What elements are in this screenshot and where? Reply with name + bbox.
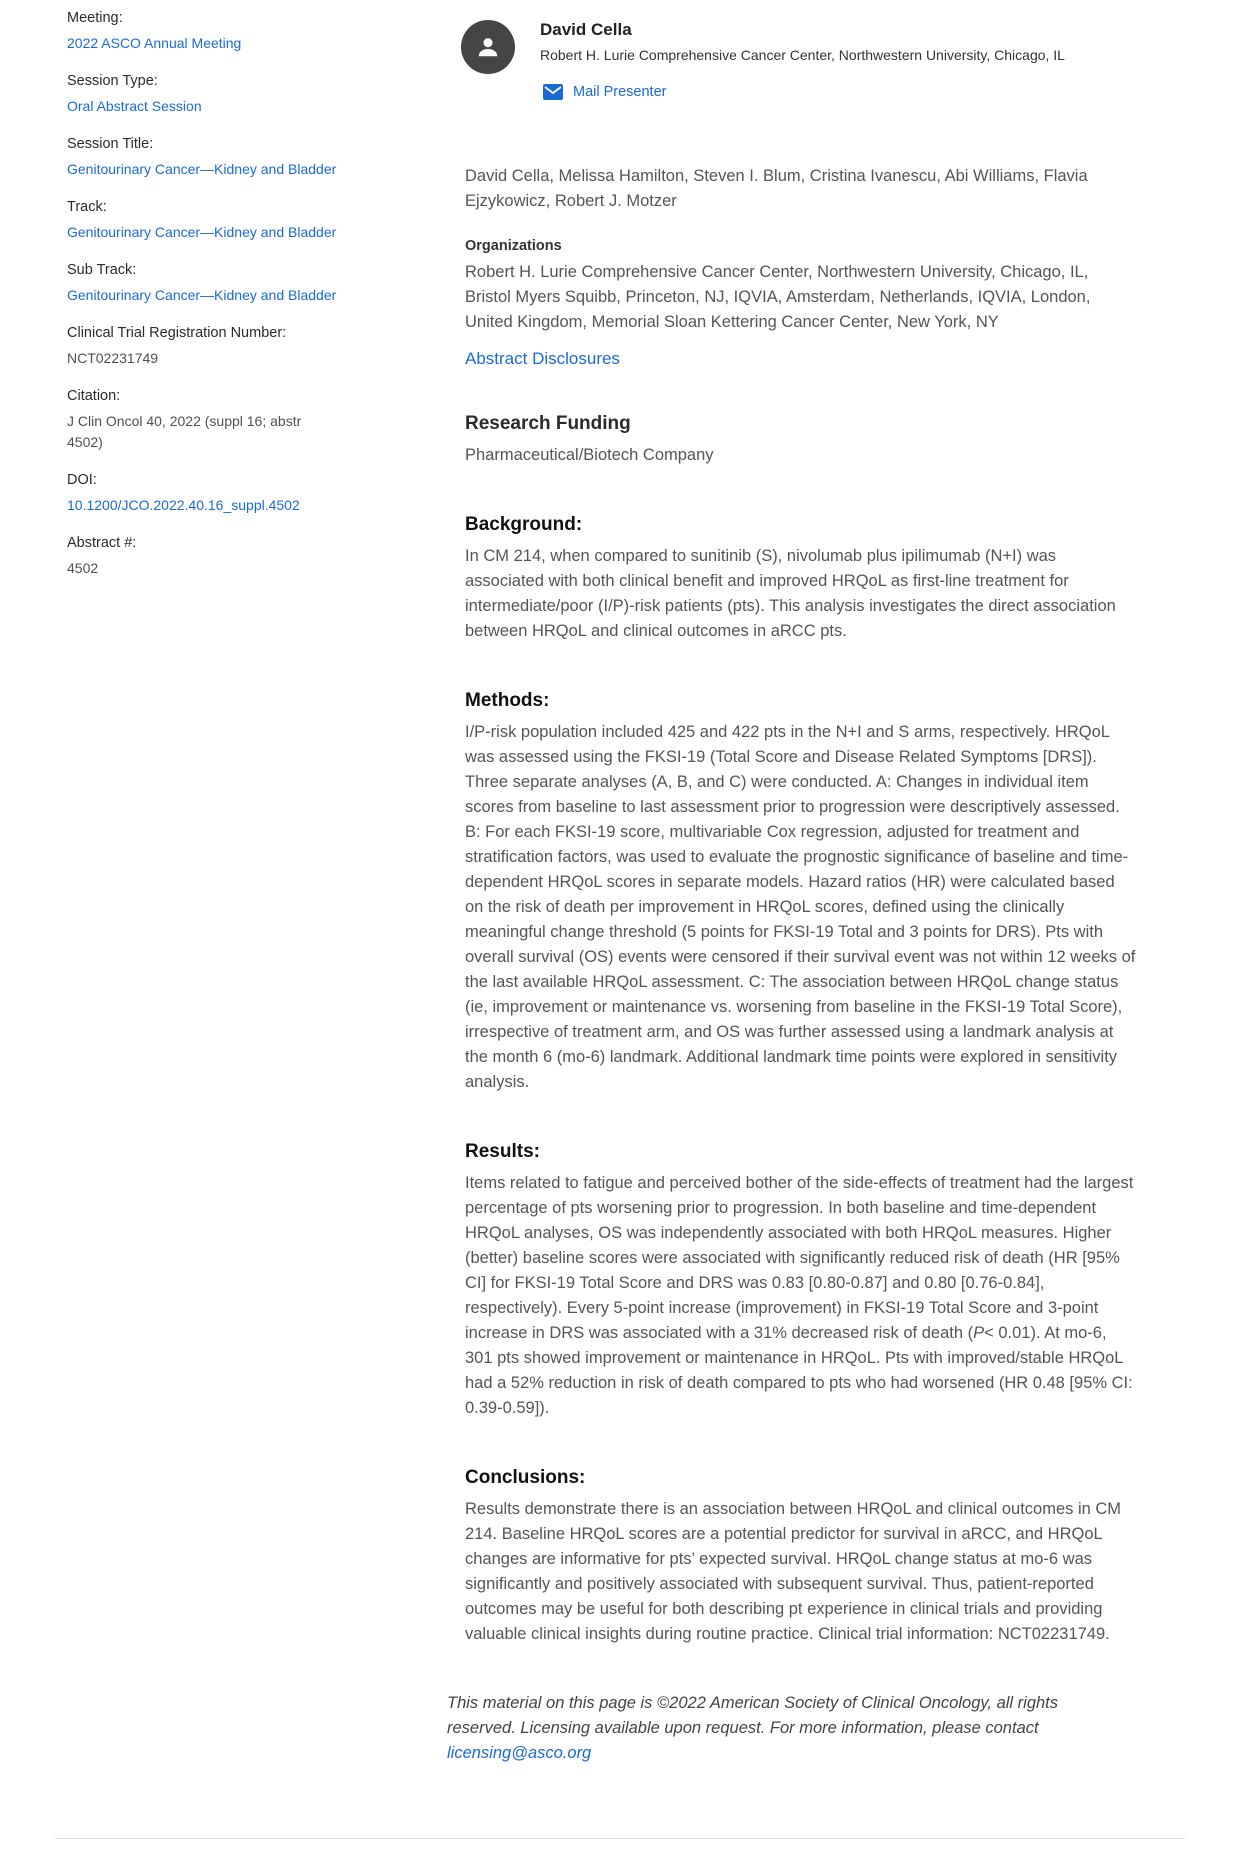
- background-heading: Background:: [465, 514, 583, 535]
- abstract-number-value: 4502: [67, 560, 99, 576]
- results-section: [465, 1141, 1137, 1421]
- results-text-part-1: Items related to fatigue and perceived bother of the side-effects of treatment had the largest percentage of pts worsening prior to progression. In both baseline and time-dependent HRQoL analyses, OS was independently associated with both HRQoL measures. Higher (better) baseline scores were associated with significantly reduced risk of death (HR [95% CI] for FKSI-19 Total Score and DRS was 0.83 [0.80-0.87] and 0.80 [0.76-0.84], respectively). Every 5-point increase (improvement) in FKSI-19 Total Score and 3-point increase in DRS was associated with a 31% decreased risk of death (: [465, 1174, 1134, 1342]
- copyright-text: This material on this page is ©2022 American Society of Clinical Oncology, all rights reserved. Licensing available upon request. For more information, please contact: [447, 1694, 1059, 1737]
- session-title-block: [67, 134, 337, 180]
- licensing-email-link[interactable]: licensing@asco.org: [447, 1744, 592, 1762]
- track-block: [67, 197, 337, 243]
- subtrack-block: [67, 260, 337, 306]
- doi-label: DOI:: [67, 472, 97, 488]
- conclusions-section: [465, 1467, 1137, 1647]
- session-title-link[interactable]: Genitourinary Cancer—Kidney and Bladder: [67, 161, 337, 177]
- session-type-block: [67, 71, 337, 117]
- author-list: David Cella, Melissa Hamilton, Steven I. Blum, Cristina Ivanescu, Abi Williams, Flavia Ejzykowicz, Robert J. Motzer: [465, 167, 1088, 210]
- citation-value: J Clin Oncol 40, 2022 (suppl 16; abstr 4502): [67, 413, 302, 450]
- abstract-number-block: [67, 533, 337, 579]
- methods-section: [465, 690, 1137, 1095]
- mail-presenter-button[interactable]: [543, 84, 666, 100]
- results-heading: Results:: [465, 1141, 540, 1162]
- footer-divider: [55, 1838, 1185, 1839]
- trial-registration-label: Clinical Trial Registration Number:: [67, 325, 287, 341]
- meeting-block: [67, 8, 337, 54]
- track-link[interactable]: Genitourinary Cancer—Kidney and Bladder: [67, 224, 337, 240]
- session-type-label: Session Type:: [67, 73, 158, 89]
- copyright-notice: [447, 1691, 1127, 1766]
- presenter-card: [461, 14, 1137, 102]
- track-label: Track:: [67, 199, 107, 215]
- presenter-affiliation: Robert H. Lurie Comprehensive Cancer Center, Northwestern University, Chicago, IL: [540, 47, 1065, 63]
- conclusions-text: Results demonstrate there is an association between HRQoL and clinical outcomes in CM 214. Baseline HRQoL scores are a potential predictor for survival in aRCC, and HRQoL changes are informative for pts’ expected survival. HRQoL change status at mo-6 was significantly and positively associated with subsequent survival. Thus, patient-reported outcomes may be useful for both describing pt experience in clinical trials and providing valuable clinical insights during routine practice. Clinical trial information: NCT02231749.: [465, 1500, 1122, 1643]
- citation-label: Citation:: [67, 388, 121, 404]
- mail-icon: [543, 84, 563, 100]
- background-text: In CM 214, when compared to sunitinib (S), nivolumab plus ipilimumab (N+I) was associated with both clinical benefit and improved HRQoL as first-line treatment for intermediate/poor (I/P)-risk patients (pts). This analysis investigates the direct association between HRQoL and clinical outcomes in aRCC pts.: [465, 547, 1116, 640]
- research-funding-heading: Research Funding: [465, 413, 631, 434]
- conclusions-heading: Conclusions:: [465, 1467, 586, 1488]
- trial-registration-block: [67, 323, 337, 369]
- abstract-disclosures-link[interactable]: Abstract Disclosures: [465, 349, 620, 368]
- session-type-link[interactable]: Oral Abstract Session: [67, 98, 202, 114]
- methods-heading: Methods:: [465, 690, 550, 711]
- abstract-metadata-sidebar: [67, 8, 337, 596]
- p-value-symbol: P: [973, 1324, 985, 1342]
- doi-link[interactable]: 10.1200/JCO.2022.40.16_suppl.4502: [67, 497, 300, 513]
- meeting-label: Meeting:: [67, 10, 123, 26]
- results-text-part-2: < 0.01). At mo-6, 301 pts showed improvement or maintenance in HRQoL. Pts with improved/stable HRQoL had a 52% reduction in risk of death compared to pts who had worsened (HR 0.48 [95% CI: 0.39-0.59]).: [465, 1324, 1133, 1417]
- organizations-text: Robert H. Lurie Comprehensive Cancer Center, Northwestern University, Chicago, IL, Bristol Myers Squibb, Princeton, NJ, IQVIA, Amsterdam, Netherlands, IQVIA, London, United Kingdom, Memorial Sloan Kettering Cancer Center, New York, NY: [465, 263, 1091, 331]
- methods-text: I/P-risk population included 425 and 422 pts in the N+I and S arms, respectively. HRQoL was assessed using the FKSI-19 (Total Score and Disease Related Symptoms [DRS]). Three separate analyses (A, B, and C) were conducted. A: Changes in individual item scores from baseline to last assessment prior to progression were descriptively assessed. B: For each FKSI-19 score, multivariable Cox regression, adjusted for treatment and stratification factors, was used to evaluate the prognostic significance of baseline and time-dependent HRQoL scores in separate models. Hazard ratios (HR) were calculated based on the risk of death per improvement in HRQoL scores, defined using the clinically meaningful change threshold (5 points for FKSI-19 Total and 3 points for DRS). Pts with overall survival (OS) events were censored if their survival event was not within 12 weeks of the last available HRQoL assessment. C: The association between HRQoL change status (ie, improvement or maintenance vs. worsening from baseline in the FKSI-19 Total Score), irrespective of treatment arm, and OS was further assessed using a landmark analysis at the month 6 (mo-6) landmark. Additional landmark time points were explored in sensitivity analysis.: [465, 723, 1136, 1091]
- doi-block: [67, 470, 337, 516]
- session-title-label: Session Title:: [67, 136, 154, 152]
- results-text: [465, 1171, 1137, 1421]
- research-funding-text: Pharmaceutical/Biotech Company: [465, 446, 714, 464]
- trial-registration-value: NCT02231749: [67, 350, 159, 366]
- organizations-heading: Organizations: [465, 238, 562, 254]
- subtrack-link[interactable]: Genitourinary Cancer—Kidney and Bladder: [67, 287, 337, 303]
- citation-block: [67, 386, 337, 453]
- abstract-number-label: Abstract #:: [67, 535, 137, 551]
- presenter-name: David Cella: [540, 20, 632, 39]
- meeting-link[interactable]: 2022 ASCO Annual Meeting: [67, 35, 242, 51]
- mail-presenter-label: Mail Presenter: [573, 84, 667, 100]
- background-section: [465, 514, 1137, 644]
- subtrack-label: Sub Track:: [67, 262, 137, 278]
- person-icon: [475, 34, 501, 60]
- avatar: [461, 20, 515, 74]
- abstract-main-content: [447, 14, 1137, 1766]
